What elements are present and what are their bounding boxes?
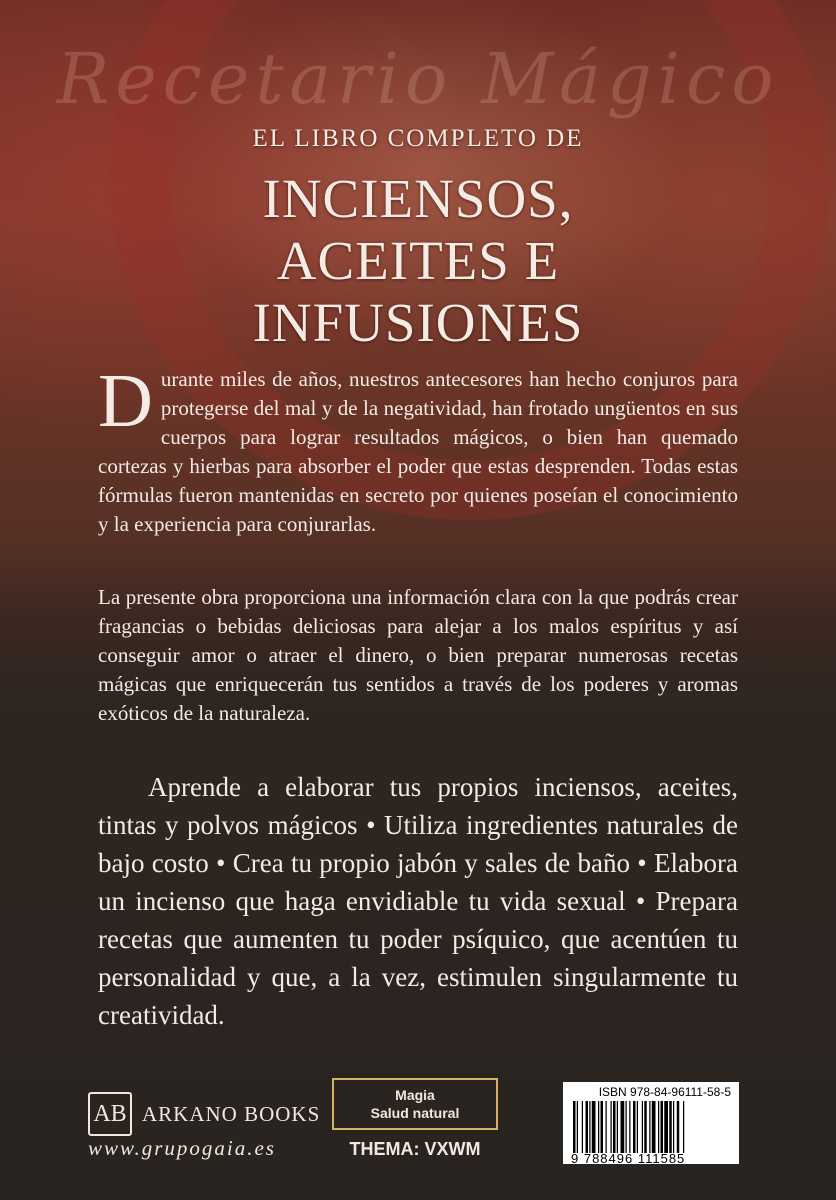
barcode-bar: [613, 1101, 616, 1153]
barcode-bar: [661, 1101, 664, 1153]
barcode-bar: [642, 1101, 643, 1153]
barcode-bar: [573, 1101, 576, 1153]
features-paragraph: Aprende a elaborar tus propios inciensos, aceites, tintas y polvos mágicos • Utiliza ingredientes naturales de bajo costo • Crea tu propio jabón y sales de baño • Elabora un incienso que haga envidiable tu vida sexual • Prepara recetas que aumenten tu poder psíquico, que acentúen tu personalidad y que, a la vez, estimulen singularmente tu creatividad.: [98, 772, 738, 1030]
title-line-3: INFUSIONES: [252, 292, 584, 353]
barcode-bar: [629, 1101, 630, 1153]
intro-paragraph-text: urante miles de años, nuestros antecesores han hecho conjuros para protegerse del mal y de la negatividad, han frotado ungüentos en sus cuerpos para lograr resultados mágicos, o bien han quemado cortezas y hierbas para absorber el poder que estas desprenden. Todas estas fórmulas fueron mantenidas en secreto por quienes poseían el conocimiento y la experiencia para conjurarlas.: [98, 367, 738, 536]
title-line-1: INCIENSOS,: [262, 168, 574, 229]
barcode-bar: [611, 1101, 612, 1153]
barcode-bar: [592, 1101, 596, 1153]
barcode-bar: [606, 1101, 607, 1153]
barcode-bar: [652, 1101, 656, 1153]
barcode-bar: [649, 1101, 650, 1153]
publisher-logo-mark: AB: [88, 1092, 132, 1136]
description-paragraph: La presente obra proporciona una información clara con la que podrás crear fragancias o bebidas deliciosas para alejar a los malos espíritus y así conseguir amor o atraer el dinero, o bien preparar numerosas recetas mágicas que enriquecerán tus sentidos a través de los poderes y aromas exóticos de la naturaleza.: [98, 585, 738, 725]
barcode-bar: [673, 1101, 674, 1153]
barcode-bar: [637, 1101, 638, 1153]
isbn-label: ISBN 978-84-96111-58-5: [598, 1085, 731, 1099]
watermark-title: Recetario Mágico: [56, 38, 780, 120]
barcode-bar: [582, 1101, 583, 1153]
barcode-bar: [633, 1101, 636, 1153]
category-primary: Magia: [395, 1087, 435, 1103]
category-secondary: Salud natural: [370, 1105, 460, 1121]
thema-code: THEMA: VXWM: [349, 1139, 481, 1159]
publisher-logo: [88, 1092, 320, 1136]
title-line-2: ACEITES E: [276, 230, 560, 291]
barcode-digits: 9 788496 111585: [571, 1151, 686, 1166]
barcode-bar: [589, 1101, 590, 1153]
barcode-bar: [664, 1101, 668, 1153]
barcode-bar: [621, 1101, 625, 1153]
intro-paragraph: [98, 359, 738, 539]
drop-cap: D: [98, 359, 153, 443]
barcode-bar: [626, 1101, 627, 1153]
publisher-website: www.grupogaia.es: [88, 1136, 276, 1160]
barcode-bar: [601, 1101, 604, 1153]
barcode-bar: [658, 1101, 659, 1153]
category-box: [332, 1078, 498, 1130]
barcode-bar: [586, 1101, 589, 1153]
barcode-bar: [577, 1101, 578, 1153]
barcode-bar: [677, 1101, 680, 1153]
barcode-bar: [617, 1101, 618, 1153]
barcode-bar: [598, 1101, 599, 1153]
barcode-bars: [571, 1101, 731, 1153]
barcode-bar: [683, 1101, 684, 1153]
barcode-bar: [644, 1101, 647, 1153]
isbn-barcode: [563, 1082, 739, 1164]
publisher-name: ARKANO BOOKS: [142, 1101, 321, 1126]
pre-title: EL LIBRO COMPLETO DE: [252, 125, 584, 152]
barcode-bar: [669, 1101, 672, 1153]
